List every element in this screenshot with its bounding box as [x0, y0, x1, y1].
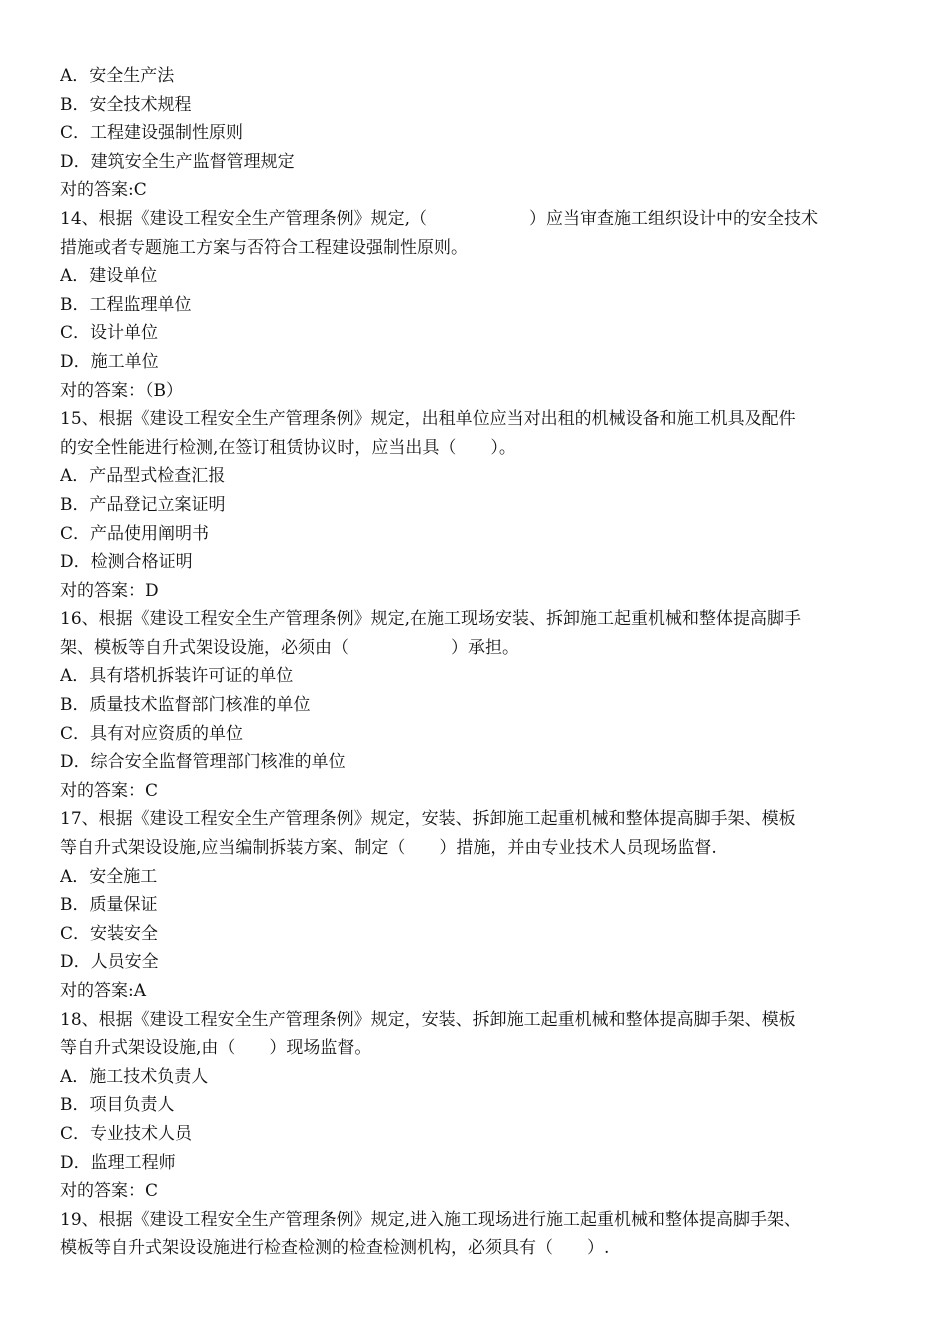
- text-line: C．工程建设强制性原则: [60, 123, 244, 144]
- text-line: B．质量技术监督部门核准的单位: [60, 695, 311, 716]
- text-line: 对的答案：C: [60, 780, 159, 801]
- text-line: B．工程监理单位: [60, 294, 192, 315]
- text-line: B．质量保证: [60, 895, 158, 916]
- document-page: [60, 62, 895, 1263]
- text-line: B．项目负责人: [60, 1095, 175, 1116]
- text-line: C．产品使用阐明书: [60, 523, 210, 544]
- text-line: 14、根据《建设工程安全生产管理条例》规定,（ ）应当审查施工组织设计中的安全技术: [60, 208, 819, 229]
- text-line: D．监理工程师: [60, 1152, 176, 1173]
- text-line: 对的答案：D: [60, 580, 159, 601]
- text-line: D．建筑安全生产监督管理规定: [60, 151, 295, 172]
- text-line: 18、根据《建设工程安全生产管理条例》规定，安装、拆卸施工起重机械和整体提高脚手架、模板: [60, 1009, 796, 1030]
- text-line: 17、根据《建设工程安全生产管理条例》规定，安装、拆卸施工起重机械和整体提高脚手架、模板: [60, 809, 796, 830]
- text-line: 16、根据《建设工程安全生产管理条例》规定,在施工现场安装、拆卸施工起重机械和整体提高脚手: [60, 609, 802, 630]
- text-line: D．施工单位: [60, 351, 159, 372]
- text-line: 对的答案：（B）: [60, 380, 183, 401]
- text-line: 的安全性能进行检测,在签订租赁协议时，应当出具（ ）。: [60, 437, 516, 458]
- text-line: C．具有对应资质的单位: [60, 723, 244, 744]
- text-line: 对的答案:A: [60, 981, 147, 1001]
- text-line: 对的答案:C: [60, 180, 147, 201]
- text-line: A．安全施工: [60, 866, 158, 887]
- text-line: A．建设单位: [60, 266, 158, 287]
- text-line: D．检测合格证明: [60, 552, 193, 573]
- text-line: 等自升式架设设施,应当编制拆装方案、制定（ ）措施，并由专业技术人员现场监督.: [60, 838, 717, 859]
- text-line: B．产品登记立案证明: [60, 494, 226, 515]
- text-line: 等自升式架设设施,由（ ）现场监督。: [60, 1038, 372, 1059]
- text-line: D．综合安全监督管理部门核准的单位: [60, 752, 346, 773]
- text-line: D．人员安全: [60, 952, 159, 973]
- text-line: B．安全技术规程: [60, 94, 192, 115]
- text-line: 架、模板等自升式架设设施，必须由（ ）承担。: [60, 637, 519, 658]
- text-line: C．专业技术人员: [60, 1123, 193, 1144]
- text-line: A．安全生产法: [60, 66, 175, 86]
- text-line: A．施工技术负责人: [60, 1066, 209, 1087]
- text-line: 19、根据《建设工程安全生产管理条例》规定,进入施工现场进行施工起重机械和整体提高脚手架、: [60, 1209, 802, 1230]
- text-line: 对的答案：C: [60, 1181, 159, 1202]
- text-line: 15、根据《建设工程安全生产管理条例》规定，出租单位应当对出租的机械设备和施工机具及配件: [60, 409, 796, 430]
- text-line: A．产品型式检查汇报: [60, 466, 226, 487]
- text-line: A．具有塔机拆装许可证的单位: [60, 666, 294, 687]
- text-line: C．设计单位: [60, 323, 159, 344]
- text-line: 措施或者专题施工方案与否符合工程建设强制性原则。: [60, 237, 468, 258]
- text-line: C．安装安全: [60, 923, 159, 944]
- text-line: 模板等自升式架设设施进行检查检测的检查检测机构，必须具有（ ）.: [60, 1238, 610, 1259]
